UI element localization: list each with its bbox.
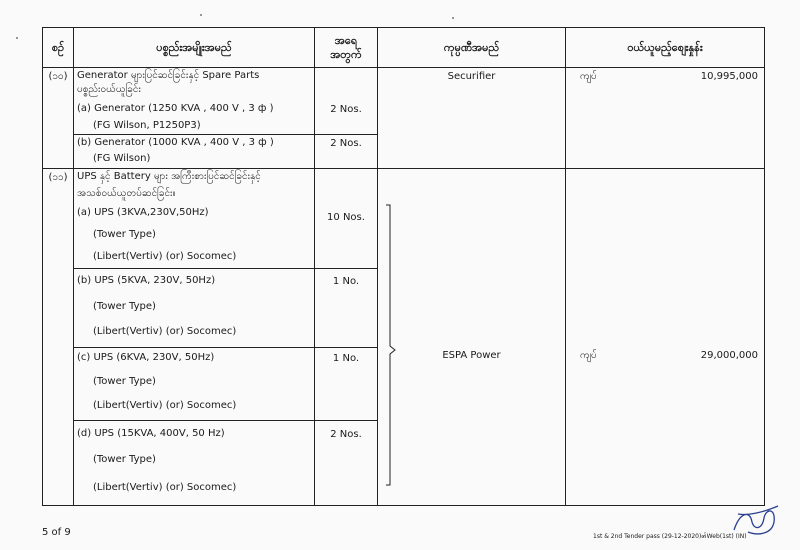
footer-note: 1st & 2nd Tender pass (29-12-2020)၏Web(1st) (IN) bbox=[593, 533, 747, 540]
sub-item-brand: (FG Wilson, P1250P3) bbox=[93, 120, 201, 131]
sub-item-type: (Tower Type) bbox=[93, 454, 156, 465]
sub-item-spec: (b) Generator (1000 KVA , 400 V , 3 ф ) bbox=[77, 137, 274, 148]
item-description bbox=[74, 169, 315, 269]
header-price: ဝယ်ယူမည့်စျေးနှုန်း bbox=[566, 28, 765, 68]
sub-item-spec: (b) UPS (5KVA, 230V, 50Hz) bbox=[77, 275, 216, 286]
sub-item-brand: (Libert(Vertiv) (or) Socomec) bbox=[93, 400, 237, 411]
price-line bbox=[566, 70, 764, 84]
item-description bbox=[74, 135, 315, 169]
currency-label: ကျပ် bbox=[580, 71, 597, 82]
sub-item-spec: (a) UPS (3KVA,230V,50Hz) bbox=[77, 207, 209, 218]
header-no: စဉ် bbox=[43, 28, 74, 68]
sub-item-spec: (a) Generator (1250 KVA , 400 V , 3 ф ) bbox=[77, 103, 274, 114]
item-description bbox=[74, 348, 315, 421]
item-description bbox=[74, 421, 315, 506]
quantity: 2 Nos. bbox=[330, 429, 362, 440]
scan-speck bbox=[16, 37, 18, 39]
sub-item-spec: (c) UPS (6KVA, 230V, 50Hz) bbox=[77, 352, 215, 363]
currency-label: ကျပ် bbox=[580, 350, 597, 361]
sub-item-brand: (Libert(Vertiv) (or) Socomec) bbox=[93, 326, 237, 337]
sub-item-type: (Tower Type) bbox=[93, 229, 156, 240]
quantity: 1 No. bbox=[332, 353, 360, 364]
page-number: 5 of 9 bbox=[42, 527, 71, 538]
header-qty-line1: အရေ bbox=[334, 33, 358, 47]
quantity: 2 Nos. bbox=[330, 138, 362, 149]
table-row bbox=[43, 169, 765, 269]
supplier-cell bbox=[378, 68, 566, 169]
header-qty-line2: အတွက် bbox=[330, 47, 362, 61]
price-cell bbox=[566, 169, 765, 506]
tender-table bbox=[42, 27, 765, 506]
item-description bbox=[74, 269, 315, 348]
sub-item-brand: (FG Wilson) bbox=[93, 153, 151, 164]
item-title: Generator များပြင်ဆင်ခြင်းနှင့် Spare Parts bbox=[77, 70, 260, 81]
quantity: 1 No. bbox=[332, 276, 360, 287]
price-amount: 10,995,000 bbox=[700, 71, 758, 82]
price-amount: 29,000,000 bbox=[700, 350, 758, 361]
header-quantity bbox=[315, 28, 378, 68]
item-description bbox=[74, 68, 315, 135]
quantity: 2 Nos. bbox=[330, 104, 362, 115]
quantity-cell bbox=[315, 169, 378, 269]
scan-speck bbox=[452, 17, 454, 19]
table-row bbox=[43, 68, 765, 135]
item-number: (၁၁) bbox=[43, 169, 74, 506]
price-cell bbox=[566, 68, 765, 169]
quantity-cell bbox=[315, 421, 378, 506]
item-title: UPS နှင့် Battery များ အကြီးစားပြင်ဆင်ခြင်းနှင့် bbox=[77, 171, 261, 182]
item-title: အသစ်ဝယ်ယူတပ်ဆင်ခြင်း။ bbox=[77, 188, 176, 199]
item-title: ပစ္စည်းဝယ်ယူခြင်း bbox=[77, 84, 141, 95]
supplier-name: Securifier bbox=[447, 71, 496, 82]
table-header-row bbox=[43, 28, 765, 68]
supplier-name: ESPA Power bbox=[442, 350, 501, 361]
quantity-cell bbox=[315, 269, 378, 348]
quantity-cell bbox=[315, 348, 378, 421]
scan-speck bbox=[200, 14, 202, 16]
quantity-cell bbox=[315, 68, 378, 135]
sub-item-spec: (d) UPS (15KVA, 400V, 50 Hz) bbox=[77, 428, 225, 439]
sub-item-brand: (Libert(Vertiv) (or) Socomec) bbox=[93, 482, 237, 493]
sub-item-type: (Tower Type) bbox=[93, 301, 156, 312]
header-company: ကုမ္ပဏီအမည် bbox=[378, 28, 566, 68]
signature-mark bbox=[728, 500, 784, 540]
quantity-cell bbox=[315, 135, 378, 169]
sub-item-type: (Tower Type) bbox=[93, 376, 156, 387]
sub-item-brand: (Libert(Vertiv) (or) Socomec) bbox=[93, 251, 237, 262]
item-number: (၁၀) bbox=[43, 68, 74, 169]
header-item: ပစ္စည်းအမျိုးအမည် bbox=[74, 28, 315, 68]
grouping-bracket bbox=[378, 169, 566, 506]
quantity: 10 Nos. bbox=[327, 212, 365, 223]
price-line bbox=[566, 349, 764, 363]
supplier-cell bbox=[378, 169, 566, 506]
